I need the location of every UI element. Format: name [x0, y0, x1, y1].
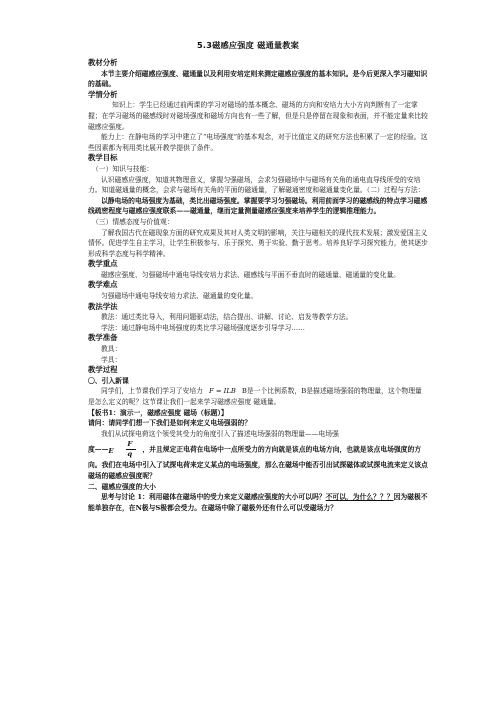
process-step1: 〇、引入新课: [88, 376, 129, 385]
heading-methods: 教法学法: [88, 301, 118, 311]
methods-learn-text: 学法：通过静电场中电场强度的类比学习磁场强度逐步引导学习……: [101, 323, 305, 332]
formula-f: F: [127, 440, 133, 449]
heading-material-analysis: 教材分析: [88, 58, 118, 67]
preparation-student-text: 学具：: [101, 355, 122, 364]
heading-preparation: 教学准备: [88, 333, 118, 343]
process-recall: 我们从试探电荷这个领受其受力的角度引入了描述电场强弱的物理量——电场强: [101, 429, 339, 438]
process-intro-a: 同学们，上节课我们学习了安培力: [101, 387, 203, 396]
objective-knowledge-heading: （一）知识与技能：: [92, 164, 154, 173]
process-intro-formula: F = ILB: [208, 387, 236, 396]
formula-q: q: [127, 450, 133, 459]
field-strength-formula: [108, 439, 142, 460]
material-analysis-text: 本节主要介绍磁感应强度、磁通量以及利用安培定则来测定磁感应强度的基本知识。是今后更深入学习磁知识的基础。: [88, 69, 428, 89]
process-intro: [88, 386, 428, 407]
objective-attitude-heading: （三）情感态度与价值观：: [92, 217, 174, 226]
process-board1: 【板书1：演示一，磁感应强度 磁场（标题）】: [88, 408, 228, 417]
process-intro-b: B是一个比例系数，B是描述磁场强弱的物理量，这个物理量是怎么定义的呢？这节课让我们一起来学习磁感应强度 磁通量。: [88, 387, 422, 406]
think-a: 思考与讨论 1：利用磁体在磁场中的受力来定义磁感应强度的大小可以吗？: [101, 493, 326, 502]
think-underlined: 不可以，为什么？？？: [325, 493, 394, 502]
preparation-teacher-text: 教具：: [101, 345, 122, 354]
heading-process: 教学过程: [88, 365, 118, 375]
heading-student-analysis: 学情分析: [88, 89, 118, 99]
heading-objectives: 教学目标: [88, 153, 118, 163]
heading-key-points: 教学重点: [88, 259, 118, 269]
process-question: 请问：请同学们想一下我们是如何来定义电场强弱的？: [88, 419, 252, 428]
objective-attitude-text: 了解我国古代在磁现象方面的研究成果及其对人类文明的影响，关注与磁相关的现代技术发展；激发爱国主义情怀。促进学生自主学习，让学生积极参与、乐于探究、勇于实验、勤于思考。培养良好学习探究能力，使其逐步形成科学态度与科学精神。: [88, 228, 428, 258]
student-knowledge-text: 知识上：学生已经通过前两课的学习对磁场的基本概念、磁场的方向和安培力大小方向判断有了一定掌握；在学习磁场的磁感线时对磁场强度和磁场方向也有一些了解，但是只是停留在现象和表面，并不能定量来比较磁感应强度。: [88, 101, 428, 131]
objective-process-text: 以静电场的电场强度为基础，类比出磁场强度。掌握要学习匀强磁场。利用前面学习的磁感线的特点学习磁感线疏密程度与磁感应强度联系——磁通量，继而定量测量磁感应强度来培养学生的逻辑推理能力。: [88, 196, 428, 216]
definition-lead: 度——: [88, 445, 109, 454]
document-title: 5.3磁感应强度 磁通量教案: [196, 40, 300, 50]
difficulties-text: 匀强磁场中通电导线安培力求法、磁通量的变化量。: [101, 292, 258, 301]
document-body: [88, 58, 428, 513]
process-step2: 二、磁感应强度的大小: [88, 482, 156, 491]
process-definition: [88, 439, 428, 481]
methods-teach-text: 教法：通过类比导入，利用问题驱动法，结合提出、讲解、讨论、启发等教学方法。: [101, 313, 353, 322]
key-points-text: 磁感应强度、匀强磁场中通电导线安培力求法、磁感线与平面不垂直时的磁通量、磁通量的变化量。: [101, 270, 401, 279]
think-b: 因为磁极不能单独存在，在N极与S极都会受力。在磁场中除了磁极外还有什么可以受磁场力？: [88, 493, 428, 512]
process-think: [88, 492, 428, 513]
heading-difficulties: 教学难点: [88, 280, 118, 290]
definition-text: ，并且规定正电荷在电场中一点所受力的方向就是该点的电场方向，也就是该点电场强度的方向。我们在电场中引入了试探电荷来定义某点的电场强度，那么在磁场中能否引出试探磁体或试探电流来定义该点磁场的磁感应强度呢？: [88, 445, 428, 480]
objective-knowledge-text: 认识磁感应强度，知道其物理意义，掌握匀强磁场，会求匀强磁场中与磁场有关角的通电直导线所受的安培力。知道磁通量的概念，会求与磁场有关角的平面的磁通量，了解磁通密度和磁通量变化量。（二）过程与方法：: [88, 175, 425, 195]
formula-e: E: [108, 447, 114, 456]
student-ability-text: 能力上：在静电场的学习中建立了“电场强度”的基本观念，对于比值定义的研究方法也积累了一定的经验。这些因素都为利用类比展开教学提供了条件。: [88, 133, 428, 152]
